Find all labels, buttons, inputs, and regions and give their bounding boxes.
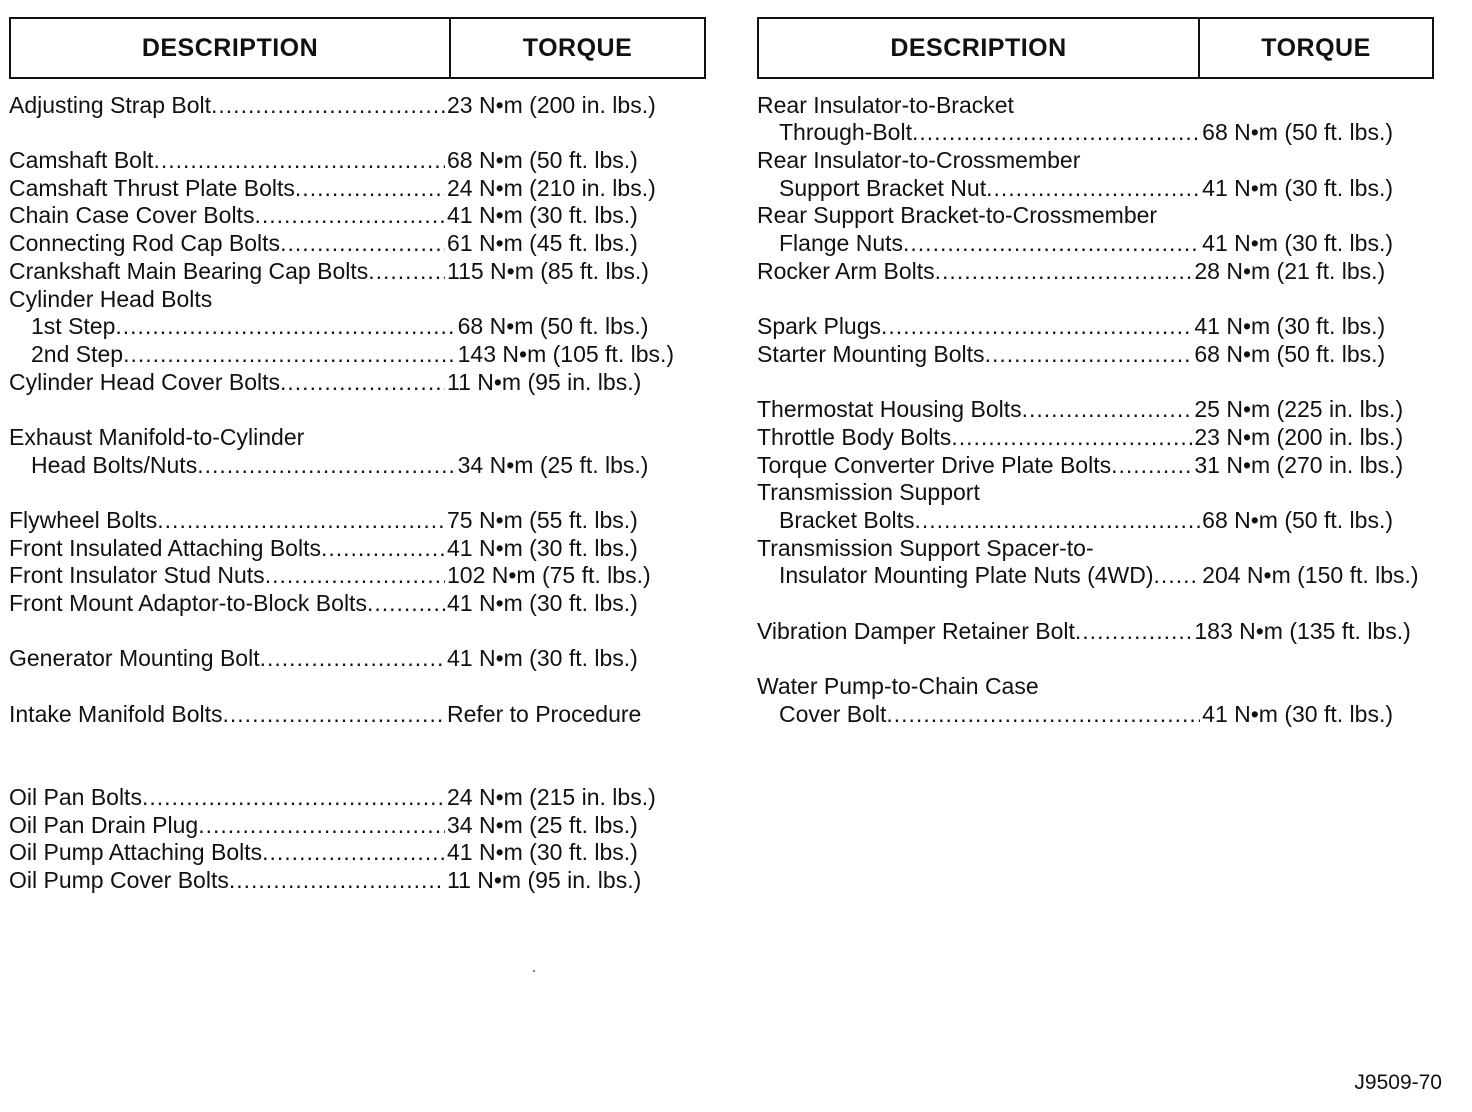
description-header: DESCRIPTION xyxy=(11,19,451,77)
description-text: 2nd Step xyxy=(31,340,124,367)
row-description xyxy=(9,230,445,257)
torque-value: 143 N•m (105 ft. lbs.) xyxy=(457,340,675,367)
row-description xyxy=(9,562,445,589)
description-text: Exhaust Manifold-to-Cylinder xyxy=(9,423,305,450)
description-text: Camshaft Thrust Plate Bolts xyxy=(9,174,295,201)
row-description xyxy=(757,479,1192,506)
table-row xyxy=(9,146,706,174)
row-description xyxy=(757,92,1192,119)
dot-leader xyxy=(280,230,445,257)
torque-value: 75 N•m (55 ft. lbs.) xyxy=(447,507,638,533)
dot-leader xyxy=(1022,396,1193,423)
table-row xyxy=(757,174,1434,202)
table-row xyxy=(9,700,706,728)
description-text: Support Bracket Nut xyxy=(779,174,987,201)
dot-leader xyxy=(157,507,445,534)
dot-leader xyxy=(229,867,445,894)
dot-leader xyxy=(295,175,445,202)
dot-leader xyxy=(153,147,445,174)
dot-leader xyxy=(197,452,455,479)
table-row xyxy=(757,506,1434,534)
spacer-row xyxy=(757,645,1434,673)
table-row xyxy=(9,174,706,202)
table-row xyxy=(9,423,706,451)
row-description xyxy=(757,618,1192,645)
torque-table-right xyxy=(757,17,1434,728)
table-header xyxy=(9,17,706,79)
table-row xyxy=(757,617,1434,645)
spacer-row xyxy=(9,728,706,756)
spacer-row xyxy=(9,479,706,507)
description-text: Transmission Support xyxy=(757,479,980,506)
table-row xyxy=(9,783,706,811)
row-description xyxy=(9,92,445,119)
torque-value: 68 N•m (50 ft. lbs.) xyxy=(447,147,638,174)
row-description xyxy=(9,369,445,396)
row-description xyxy=(757,175,1200,202)
row-description xyxy=(9,701,445,728)
description-text: Adjusting Strap Bolt xyxy=(9,91,212,118)
dot-leader xyxy=(262,839,445,866)
row-description xyxy=(757,507,1200,534)
row-description xyxy=(757,230,1200,257)
row-description xyxy=(757,535,1192,562)
dot-leader xyxy=(951,424,1192,451)
row-description xyxy=(9,147,445,174)
spacer-row xyxy=(757,589,1434,617)
torque-value: 23 N•m (200 in. lbs.) xyxy=(447,91,656,118)
dot-leader xyxy=(211,92,445,119)
torque-value: 115 N•m (85 ft. lbs.) xyxy=(447,257,649,284)
table-row xyxy=(757,257,1434,285)
spacer-row xyxy=(757,285,1434,313)
spacer-row xyxy=(9,119,706,147)
table-row xyxy=(757,534,1434,562)
description-text: Camshaft Bolt xyxy=(9,147,154,174)
table-row xyxy=(757,423,1434,451)
table-row xyxy=(757,700,1434,728)
table-row xyxy=(757,229,1434,257)
dot-leader xyxy=(321,535,445,562)
table-row xyxy=(757,396,1434,424)
row-description xyxy=(9,202,445,229)
table-row xyxy=(757,562,1434,590)
torque-value: 68 N•m (50 ft. lbs.) xyxy=(1202,119,1393,146)
description-text: Flywheel Bolts xyxy=(9,507,158,533)
table-row xyxy=(757,119,1434,147)
description-text: Oil Pan Drain Plug xyxy=(9,811,199,838)
table-row xyxy=(9,562,706,590)
description-text: Vibration Damper Retainer Bolt xyxy=(757,617,1075,644)
torque-value: 25 N•m (225 in. lbs.) xyxy=(1194,396,1404,423)
torque-value: Refer to Procedure xyxy=(447,700,642,727)
row-description xyxy=(757,258,1192,285)
spacer-row xyxy=(9,396,706,424)
row-description xyxy=(757,424,1192,451)
row-description xyxy=(9,452,456,479)
description-text: Oil Pump Cover Bolts xyxy=(9,866,229,893)
table-row xyxy=(9,257,706,285)
description-text: Cylinder Head Cover Bolts xyxy=(9,368,281,395)
table-row xyxy=(757,479,1434,507)
row-description xyxy=(9,313,456,340)
row-description xyxy=(9,590,445,617)
table-row xyxy=(9,313,706,341)
description-text: Crankshaft Main Bearing Cap Bolts xyxy=(9,257,369,284)
description-text: Connecting Rod Cap Bolts xyxy=(9,230,281,257)
dot-leader xyxy=(915,507,1201,534)
description-text: Cover Bolt xyxy=(779,700,887,727)
table-row xyxy=(757,313,1434,341)
row-description xyxy=(9,424,445,451)
description-text: Insulator Mounting Plate Nuts (4WD) xyxy=(779,562,1154,589)
dot-leader xyxy=(986,175,1200,202)
torque-value: 11 N•m (95 in. lbs.) xyxy=(447,368,642,395)
description-text: Rear Insulator-to-Bracket xyxy=(757,91,1014,118)
description-text: Front Insulated Attaching Bolts xyxy=(9,534,321,561)
table-row xyxy=(757,146,1434,174)
description-text: Oil Pump Attaching Bolts xyxy=(9,839,263,866)
dot-leader xyxy=(368,258,445,285)
description-header: DESCRIPTION xyxy=(759,19,1200,77)
description-text: Cylinder Head Bolts xyxy=(9,285,213,312)
figure-id: J9509-70 xyxy=(1354,1071,1442,1094)
description-text: Bracket Bolts xyxy=(779,507,915,533)
table-row xyxy=(9,229,706,257)
row-description xyxy=(9,867,445,894)
torque-value: 41 N•m (30 ft. lbs.) xyxy=(447,839,638,866)
dot-leader xyxy=(935,258,1193,285)
spacer-row xyxy=(757,368,1434,396)
table-row xyxy=(757,451,1434,479)
dot-leader xyxy=(367,590,445,617)
row-description xyxy=(757,341,1192,368)
torque-value: 61 N•m (45 ft. lbs.) xyxy=(447,230,638,257)
description-text: Oil Pan Bolts xyxy=(9,783,142,810)
torque-table-left xyxy=(9,17,706,894)
row-description xyxy=(757,673,1192,700)
table-header xyxy=(757,17,1434,79)
description-text: Starter Mounting Bolts xyxy=(757,340,985,367)
spacer-row xyxy=(9,756,706,784)
dot-leader xyxy=(223,701,445,728)
row-description xyxy=(9,258,445,285)
dot-leader xyxy=(881,313,1192,340)
torque-value: 68 N•m (50 ft. lbs.) xyxy=(457,313,649,340)
table-row xyxy=(9,451,706,479)
dot-leader xyxy=(280,369,445,396)
dot-leader xyxy=(142,784,445,811)
row-description xyxy=(757,202,1192,229)
description-text: Through-Bolt xyxy=(779,119,912,146)
description-text: Water Pump-to-Chain Case xyxy=(757,673,1039,700)
description-text: Head Bolts/Nuts xyxy=(31,451,198,478)
torque-value: 11 N•m (95 in. lbs.) xyxy=(447,866,642,893)
spacer-row xyxy=(9,672,706,700)
table-row xyxy=(757,340,1434,368)
row-description xyxy=(757,119,1200,146)
dot-leader xyxy=(260,645,445,672)
dot-leader xyxy=(123,341,456,368)
torque-value: 24 N•m (210 in. lbs.) xyxy=(447,174,656,201)
torque-value: 34 N•m (25 ft. lbs.) xyxy=(457,451,649,478)
table-row xyxy=(757,672,1434,700)
table-row xyxy=(9,839,706,867)
torque-value: 183 N•m (135 ft. lbs.) xyxy=(1194,617,1411,644)
description-text: Throttle Body Bolts xyxy=(757,423,952,450)
torque-value: 34 N•m (25 ft. lbs.) xyxy=(447,811,638,838)
description-text: Thermostat Housing Bolts xyxy=(757,396,1022,423)
table-row xyxy=(9,506,706,534)
torque-value: 23 N•m (200 in. lbs.) xyxy=(1194,423,1404,450)
row-description xyxy=(9,286,445,313)
row-description xyxy=(757,562,1200,589)
description-text: Rear Support Bracket-to-Crossmember xyxy=(757,202,1158,229)
description-text: Rear Insulator-to-Crossmember xyxy=(757,147,1081,174)
table-row xyxy=(9,645,706,673)
table-body xyxy=(757,91,1434,728)
row-description xyxy=(9,341,456,368)
dot-leader xyxy=(1154,562,1201,589)
torque-value: 102 N•m (75 ft. lbs.) xyxy=(447,562,651,589)
dot-leader xyxy=(115,313,455,340)
description-text: Intake Manifold Bolts xyxy=(9,700,223,727)
description-text: 1st Step xyxy=(31,313,116,340)
description-text: Transmission Support Spacer-to- xyxy=(757,534,1094,561)
torque-value: 41 N•m (30 ft. lbs.) xyxy=(1202,230,1393,257)
description-text: Front Mount Adaptor-to-Block Bolts xyxy=(9,590,367,617)
row-description xyxy=(757,396,1192,423)
scan-speck xyxy=(533,970,535,972)
dot-leader xyxy=(265,562,445,589)
row-description xyxy=(757,701,1200,728)
table-row xyxy=(9,589,706,617)
description-text: Front Insulator Stud Nuts xyxy=(9,562,265,589)
table-row xyxy=(9,866,706,894)
dot-leader xyxy=(903,230,1200,257)
torque-value: 204 N•m (150 ft. lbs.) xyxy=(1202,562,1419,589)
description-text: Chain Case Cover Bolts xyxy=(9,202,255,229)
dot-leader xyxy=(198,812,445,839)
description-text: Generator Mounting Bolt xyxy=(9,645,260,672)
dot-leader xyxy=(1111,452,1192,479)
torque-value: 31 N•m (270 in. lbs.) xyxy=(1194,451,1404,478)
dot-leader xyxy=(886,701,1200,728)
row-description xyxy=(757,313,1192,340)
dot-leader xyxy=(1075,618,1192,645)
table-row xyxy=(9,340,706,368)
torque-value: 41 N•m (30 ft. lbs.) xyxy=(1202,174,1393,201)
table-row xyxy=(9,202,706,230)
row-description xyxy=(9,812,445,839)
table-row xyxy=(9,91,706,119)
torque-value: 41 N•m (30 ft. lbs.) xyxy=(447,645,638,672)
torque-value: 68 N•m (50 ft. lbs.) xyxy=(1202,507,1393,533)
description-text: Flange Nuts xyxy=(779,230,904,257)
description-text: Rocker Arm Bolts xyxy=(757,257,935,284)
dot-leader xyxy=(912,119,1200,146)
row-description xyxy=(9,507,445,534)
row-description xyxy=(757,147,1192,174)
torque-value: 68 N•m (50 ft. lbs.) xyxy=(1194,340,1386,367)
torque-value: 41 N•m (30 ft. lbs.) xyxy=(447,202,638,229)
table-row xyxy=(9,534,706,562)
table-row xyxy=(9,811,706,839)
torque-value: 24 N•m (215 in. lbs.) xyxy=(447,783,656,810)
row-description xyxy=(9,175,445,202)
row-description xyxy=(9,839,445,866)
dot-leader xyxy=(254,202,445,229)
table-row xyxy=(9,285,706,313)
row-description xyxy=(9,535,445,562)
torque-value: 28 N•m (21 ft. lbs.) xyxy=(1194,257,1386,284)
table-row xyxy=(9,368,706,396)
table-row xyxy=(757,91,1434,119)
row-description xyxy=(9,645,445,672)
torque-value: 41 N•m (30 ft. lbs.) xyxy=(1194,313,1386,340)
description-text: Torque Converter Drive Plate Bolts xyxy=(757,451,1112,478)
torque-value: 41 N•m (30 ft. lbs.) xyxy=(447,534,638,561)
dot-leader xyxy=(985,341,1193,368)
spacer-row xyxy=(9,617,706,645)
torque-value: 41 N•m (30 ft. lbs.) xyxy=(1202,700,1393,727)
table-row xyxy=(757,202,1434,230)
torque-value: 41 N•m (30 ft. lbs.) xyxy=(447,590,638,617)
table-body xyxy=(9,91,706,894)
row-description xyxy=(757,452,1192,479)
row-description xyxy=(9,784,445,811)
description-text: Spark Plugs xyxy=(757,313,882,340)
torque-header: TORQUE xyxy=(1261,33,1371,62)
torque-header: TORQUE xyxy=(522,33,633,62)
